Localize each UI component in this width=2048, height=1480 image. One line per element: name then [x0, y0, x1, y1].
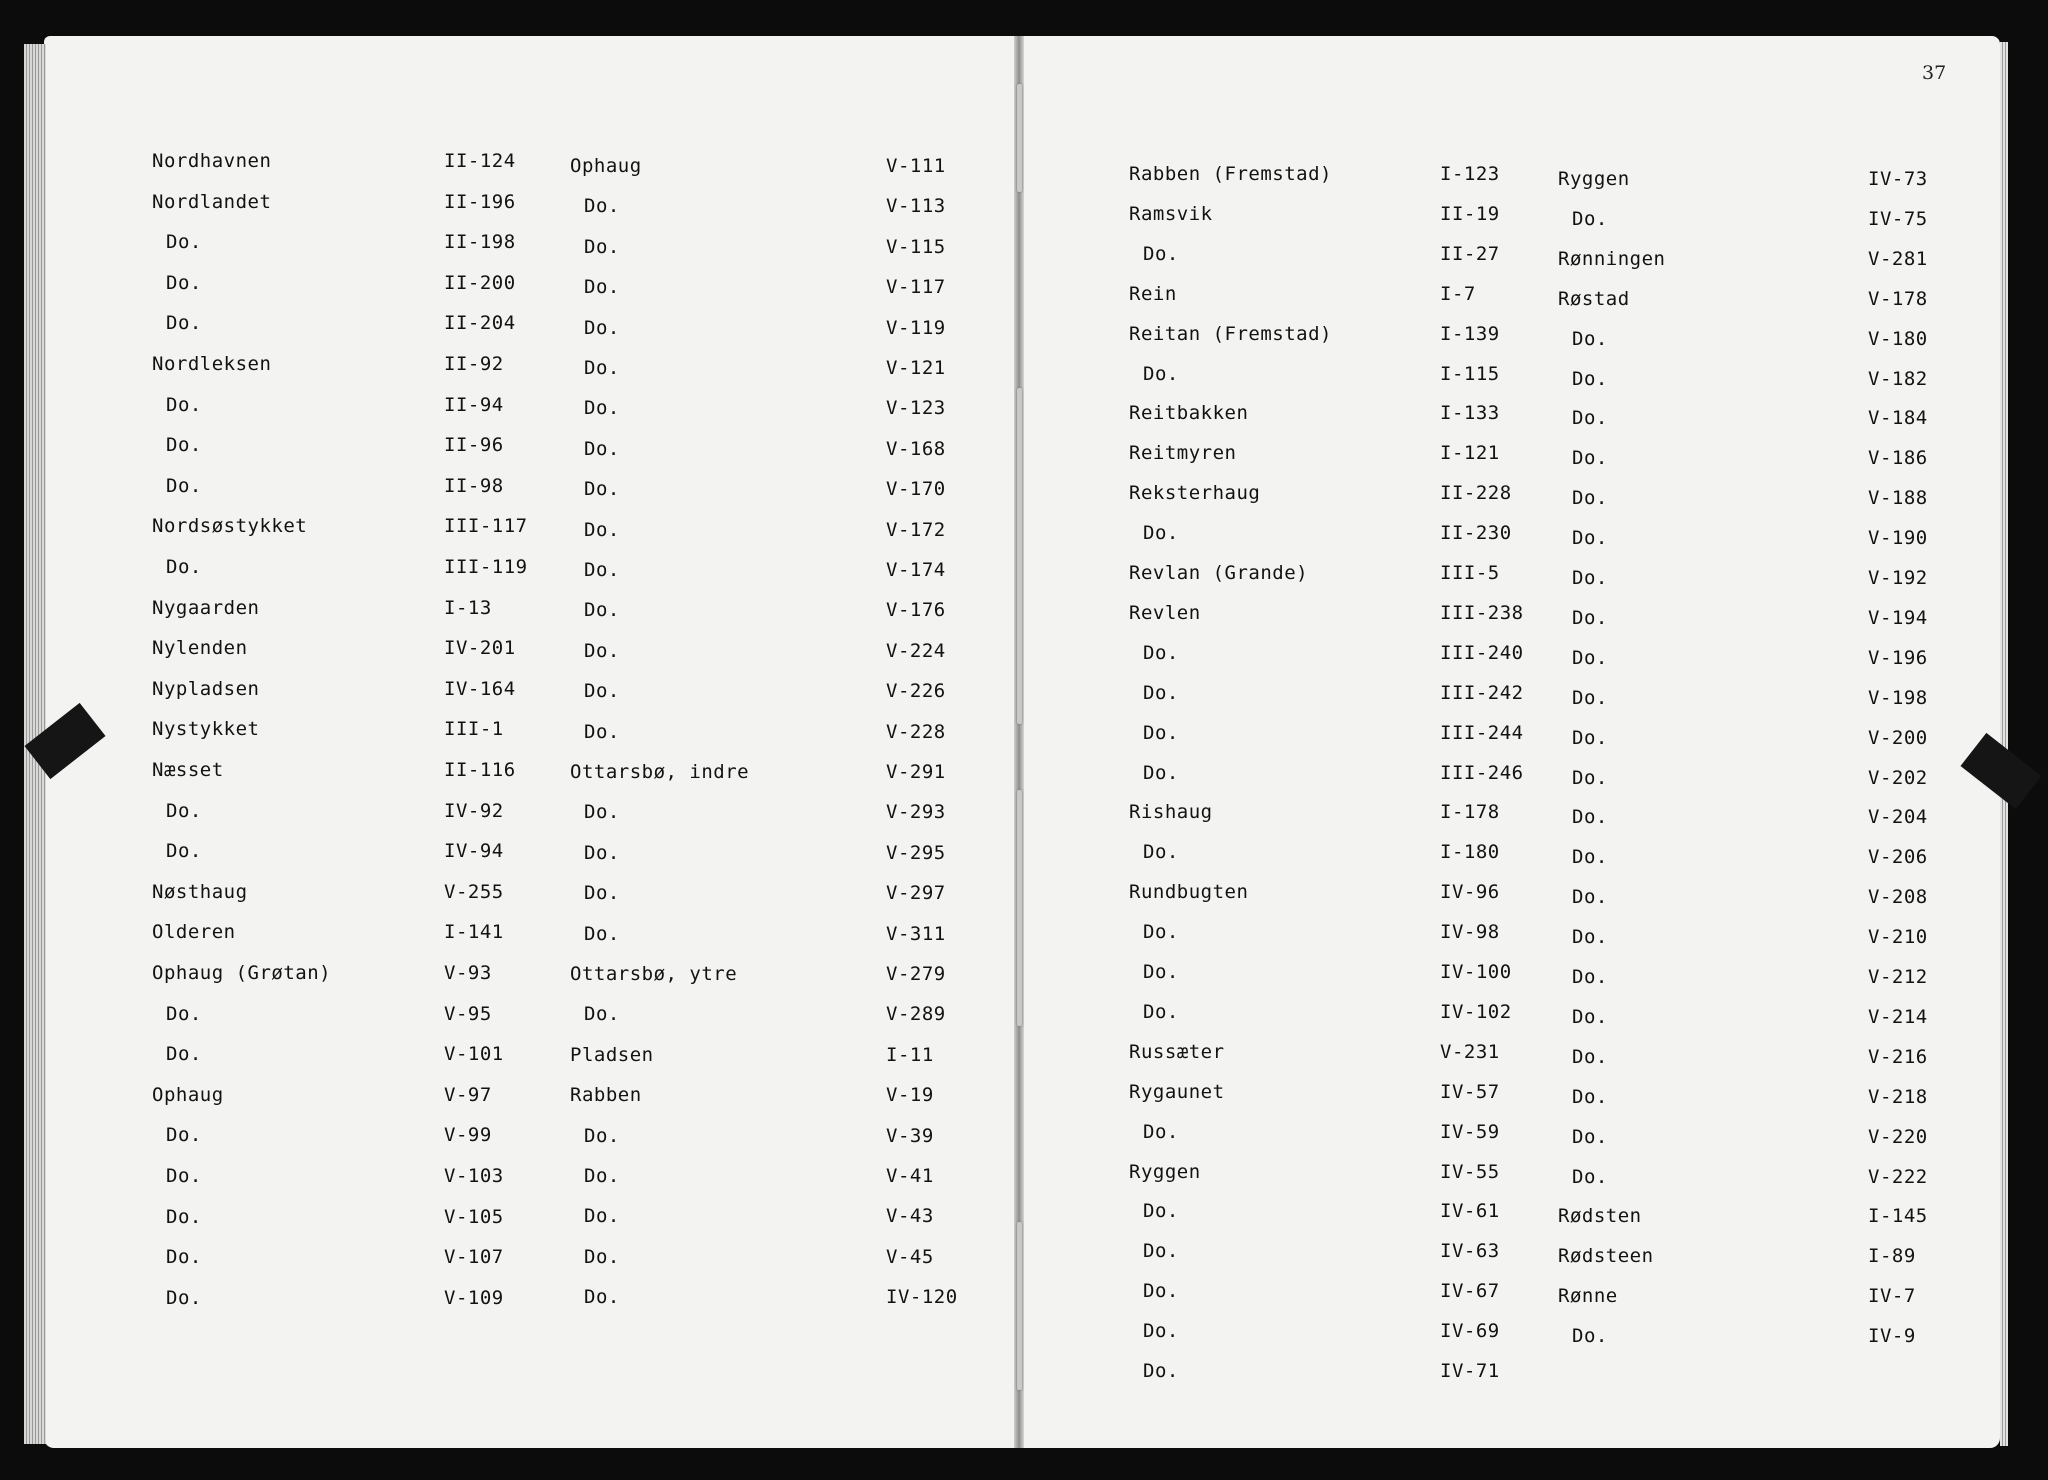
page-number: 37: [1922, 62, 1947, 84]
place-name: Do.: [166, 312, 202, 334]
reference-number: V-176: [886, 599, 946, 621]
place-name: Do.: [1572, 806, 1608, 828]
place-name: Do.: [584, 640, 620, 662]
place-name: Do.: [584, 1165, 620, 1187]
place-name: Do.: [166, 1246, 202, 1268]
place-name: Rein: [1129, 283, 1177, 305]
place-name: Do.: [166, 1003, 202, 1025]
reference-number: II-228: [1440, 482, 1512, 504]
place-name: Do.: [166, 1124, 202, 1146]
place-name: Do.: [1143, 1320, 1179, 1342]
reference-number: V-121: [886, 357, 946, 379]
place-name: Do.: [584, 397, 620, 419]
reference-number: V-105: [444, 1206, 504, 1228]
place-name: Do.: [166, 1287, 202, 1309]
reference-number: V-255: [444, 881, 504, 903]
place-name: Do.: [584, 317, 620, 339]
reference-number: IV-201: [444, 637, 516, 659]
place-name: Do.: [1572, 368, 1608, 390]
reference-number: V-208: [1868, 886, 1928, 908]
reference-number: I-178: [1440, 801, 1500, 823]
reference-number: II-116: [444, 759, 516, 781]
place-name: Nystykket: [152, 718, 260, 740]
place-name: Rødsten: [1558, 1205, 1642, 1227]
place-name: Do.: [584, 842, 620, 864]
reference-number: V-279: [886, 963, 946, 985]
place-name: Do.: [1143, 1240, 1179, 1262]
place-name: Do.: [1572, 1325, 1608, 1347]
reference-number: V-231: [1440, 1041, 1500, 1063]
place-name: Do.: [1572, 567, 1608, 589]
place-name: Do.: [1572, 1166, 1608, 1188]
reference-number: III-119: [444, 556, 528, 578]
reference-number: V-204: [1868, 806, 1928, 828]
place-name: Do.: [1572, 926, 1608, 948]
place-name: Revlan (Grande): [1129, 562, 1309, 584]
place-name: Do.: [1143, 841, 1179, 863]
reference-number: V-101: [444, 1043, 504, 1065]
reference-number: IV-102: [1440, 1001, 1512, 1023]
reference-number: V-97: [444, 1084, 492, 1106]
place-name: Ophaug: [570, 155, 642, 177]
reference-number: II-19: [1440, 203, 1500, 225]
reference-number: V-186: [1868, 447, 1928, 469]
reference-number: IV-59: [1440, 1121, 1500, 1143]
reference-number: III-117: [444, 515, 528, 537]
place-name: Do.: [584, 276, 620, 298]
place-name: Do.: [1572, 687, 1608, 709]
reference-number: V-119: [886, 317, 946, 339]
reference-number: III-1: [444, 718, 504, 740]
binding-stitch: [1017, 84, 1022, 192]
reference-number: V-188: [1868, 487, 1928, 509]
place-name: Do.: [1572, 1006, 1608, 1028]
reference-number: V-95: [444, 1003, 492, 1025]
reference-number: V-123: [886, 397, 946, 419]
reference-number: II-96: [444, 434, 504, 456]
reference-number: V-200: [1868, 727, 1928, 749]
reference-number: V-103: [444, 1165, 504, 1187]
reference-number: V-289: [886, 1003, 946, 1025]
place-name: Do.: [584, 680, 620, 702]
binding-stitch: [1017, 790, 1022, 1026]
reference-number: IV-69: [1440, 1320, 1500, 1342]
reference-number: I-180: [1440, 841, 1500, 863]
reference-number: V-111: [886, 155, 946, 177]
place-name: Reitan (Fremstad): [1129, 323, 1332, 345]
reference-number: V-184: [1868, 407, 1928, 429]
reference-number: I-121: [1440, 442, 1500, 464]
place-name: Do.: [1143, 921, 1179, 943]
reference-number: V-45: [886, 1246, 934, 1268]
binding-stitch: [1017, 388, 1022, 724]
place-name: Do.: [584, 1286, 620, 1308]
reference-number: III-240: [1440, 642, 1524, 664]
place-name: Ophaug (Grøtan): [152, 962, 332, 984]
place-name: Ryggen: [1558, 168, 1630, 190]
reference-number: V-182: [1868, 368, 1928, 390]
place-name: Do.: [166, 231, 202, 253]
reference-number: II-98: [444, 475, 504, 497]
place-name: Do.: [166, 1206, 202, 1228]
reference-number: IV-92: [444, 800, 504, 822]
place-name: Do.: [1572, 647, 1608, 669]
place-name: Do.: [1143, 1121, 1179, 1143]
reference-number: IV-94: [444, 840, 504, 862]
reference-number: V-180: [1868, 328, 1928, 350]
reference-number: V-170: [886, 478, 946, 500]
place-name: Rønningen: [1558, 248, 1666, 270]
place-name: Reitbakken: [1129, 402, 1249, 424]
reference-number: II-230: [1440, 522, 1512, 544]
reference-number: II-200: [444, 272, 516, 294]
reference-number: I-145: [1868, 1205, 1928, 1227]
reference-number: IV-73: [1868, 168, 1928, 190]
place-name: Do.: [1143, 642, 1179, 664]
place-name: Do.: [1143, 682, 1179, 704]
place-name: Do.: [1572, 1086, 1608, 1108]
binding-stitch: [1017, 1222, 1022, 1390]
reference-number: V-172: [886, 519, 946, 541]
reference-number: V-218: [1868, 1086, 1928, 1108]
reference-number: I-89: [1868, 1245, 1916, 1267]
reference-number: V-99: [444, 1124, 492, 1146]
place-name: Nylenden: [152, 637, 248, 659]
reference-number: V-168: [886, 438, 946, 460]
place-name: Røstad: [1558, 288, 1630, 310]
reference-number: I-13: [444, 597, 492, 619]
reference-number: V-202: [1868, 767, 1928, 789]
place-name: Do.: [1572, 966, 1608, 988]
place-name: Rabben (Fremstad): [1129, 163, 1332, 185]
reference-number: I-7: [1440, 283, 1476, 305]
reference-number: III-242: [1440, 682, 1524, 704]
place-name: Do.: [1143, 722, 1179, 744]
reference-number: II-124: [444, 150, 516, 172]
reference-number: III-238: [1440, 602, 1524, 624]
place-name: Næsset: [152, 759, 224, 781]
reference-number: III-5: [1440, 562, 1500, 584]
place-name: Nygaarden: [152, 597, 260, 619]
place-name: Nøsthaug: [152, 881, 248, 903]
reference-number: V-293: [886, 801, 946, 823]
place-name: Do.: [166, 394, 202, 416]
reference-number: V-178: [1868, 288, 1928, 310]
place-name: Do.: [1143, 243, 1179, 265]
place-name: Do.: [584, 519, 620, 541]
place-name: Do.: [584, 801, 620, 823]
place-name: Do.: [584, 1003, 620, 1025]
reference-number: II-204: [444, 312, 516, 334]
reference-number: V-93: [444, 962, 492, 984]
place-name: Rishaug: [1129, 801, 1213, 823]
place-name: Do.: [166, 556, 202, 578]
place-name: Do.: [1143, 522, 1179, 544]
place-name: Do.: [1143, 1360, 1179, 1382]
reference-number: II-196: [444, 191, 516, 213]
place-name: Do.: [166, 434, 202, 456]
reference-number: V-117: [886, 276, 946, 298]
place-name: Do.: [584, 923, 620, 945]
reference-number: V-196: [1868, 647, 1928, 669]
place-name: Rabben: [570, 1084, 642, 1106]
place-name: Do.: [1143, 1280, 1179, 1302]
place-name: Do.: [1572, 487, 1608, 509]
reference-number: II-27: [1440, 243, 1500, 265]
reference-number: IV-100: [1440, 961, 1512, 983]
place-name: Do.: [1572, 1126, 1608, 1148]
place-name: Do.: [584, 1125, 620, 1147]
reference-number: IV-164: [444, 678, 516, 700]
reference-number: V-297: [886, 882, 946, 904]
reference-number: V-291: [886, 761, 946, 783]
place-name: Reitmyren: [1129, 442, 1237, 464]
reference-number: I-123: [1440, 163, 1500, 185]
place-name: Nordhavnen: [152, 150, 272, 172]
place-name: Do.: [1572, 208, 1608, 230]
reference-number: V-39: [886, 1125, 934, 1147]
place-name: Do.: [1143, 1200, 1179, 1222]
place-name: Do.: [166, 1043, 202, 1065]
place-name: Do.: [584, 882, 620, 904]
reference-number: IV-120: [886, 1286, 958, 1308]
place-name: Do.: [166, 800, 202, 822]
reference-number: V-311: [886, 923, 946, 945]
reference-number: V-113: [886, 195, 946, 217]
reference-number: IV-98: [1440, 921, 1500, 943]
reference-number: IV-71: [1440, 1360, 1500, 1382]
reference-number: V-295: [886, 842, 946, 864]
place-name: Do.: [166, 840, 202, 862]
reference-number: V-192: [1868, 567, 1928, 589]
reference-number: V-212: [1868, 966, 1928, 988]
place-name: Do.: [584, 721, 620, 743]
place-name: Reksterhaug: [1129, 482, 1261, 504]
place-name: Rygaunet: [1129, 1081, 1225, 1103]
reference-number: V-107: [444, 1246, 504, 1268]
reference-number: IV-61: [1440, 1200, 1500, 1222]
reference-number: V-19: [886, 1084, 934, 1106]
reference-number: I-115: [1440, 363, 1500, 385]
place-name: Do.: [1572, 447, 1608, 469]
place-name: Nordsøstykket: [152, 515, 308, 537]
place-name: Nordlandet: [152, 191, 272, 213]
reference-number: V-43: [886, 1205, 934, 1227]
reference-number: V-228: [886, 721, 946, 743]
reference-number: V-115: [886, 236, 946, 258]
place-name: Do.: [166, 272, 202, 294]
place-name: Olderen: [152, 921, 236, 943]
place-name: Revlen: [1129, 602, 1201, 624]
place-name: Do.: [1572, 767, 1608, 789]
place-name: Do.: [166, 475, 202, 497]
reference-number: IV-96: [1440, 881, 1500, 903]
reference-number: V-214: [1868, 1006, 1928, 1028]
place-name: Ophaug: [152, 1084, 224, 1106]
place-name: Do.: [584, 559, 620, 581]
reference-number: III-244: [1440, 722, 1524, 744]
reference-number: V-216: [1868, 1046, 1928, 1068]
place-name: Do.: [1572, 1046, 1608, 1068]
place-name: Nypladsen: [152, 678, 260, 700]
reference-number: V-41: [886, 1165, 934, 1187]
place-name: Do.: [1572, 886, 1608, 908]
place-name: Pladsen: [570, 1044, 654, 1066]
place-name: Do.: [584, 599, 620, 621]
reference-number: V-220: [1868, 1126, 1928, 1148]
reference-number: I-133: [1440, 402, 1500, 424]
place-name: Ottarsbø, indre: [570, 761, 750, 783]
reference-number: V-210: [1868, 926, 1928, 948]
place-name: Do.: [584, 1205, 620, 1227]
reference-number: II-92: [444, 353, 504, 375]
reference-number: I-11: [886, 1044, 934, 1066]
reference-number: I-139: [1440, 323, 1500, 345]
reference-number: V-222: [1868, 1166, 1928, 1188]
place-name: Ramsvik: [1129, 203, 1213, 225]
reference-number: IV-55: [1440, 1161, 1500, 1183]
reference-number: V-206: [1868, 846, 1928, 868]
place-name: Do.: [1143, 762, 1179, 784]
reference-number: IV-9: [1868, 1325, 1916, 1347]
reference-number: V-224: [886, 640, 946, 662]
place-name: Do.: [1572, 527, 1608, 549]
place-name: Do.: [166, 1165, 202, 1187]
place-name: Ryggen: [1129, 1161, 1201, 1183]
place-name: Ottarsbø, ytre: [570, 963, 738, 985]
place-name: Do.: [1572, 328, 1608, 350]
place-name: Do.: [1572, 407, 1608, 429]
reference-number: II-198: [444, 231, 516, 253]
place-name: Nordleksen: [152, 353, 272, 375]
place-name: Do.: [1143, 1001, 1179, 1023]
place-name: Do.: [584, 236, 620, 258]
place-name: Do.: [584, 195, 620, 217]
place-name: Do.: [1572, 727, 1608, 749]
place-name: Do.: [1572, 607, 1608, 629]
reference-number: IV-57: [1440, 1081, 1500, 1103]
reference-number: V-198: [1868, 687, 1928, 709]
reference-number: IV-63: [1440, 1240, 1500, 1262]
place-name: Do.: [1143, 363, 1179, 385]
place-name: Rundbugten: [1129, 881, 1249, 903]
reference-number: V-109: [444, 1287, 504, 1309]
place-name: Rødsteen: [1558, 1245, 1654, 1267]
place-name: Do.: [584, 478, 620, 500]
reference-number: V-226: [886, 680, 946, 702]
reference-number: II-94: [444, 394, 504, 416]
reference-number: III-246: [1440, 762, 1524, 784]
reference-number: I-141: [444, 921, 504, 943]
reference-number: IV-67: [1440, 1280, 1500, 1302]
reference-number: IV-7: [1868, 1285, 1916, 1307]
reference-number: V-281: [1868, 248, 1928, 270]
place-name: Do.: [584, 1246, 620, 1268]
reference-number: V-174: [886, 559, 946, 581]
reference-number: IV-75: [1868, 208, 1928, 230]
place-name: Do.: [1572, 846, 1608, 868]
place-name: Do.: [584, 438, 620, 460]
reference-number: V-190: [1868, 527, 1928, 549]
reference-number: V-194: [1868, 607, 1928, 629]
place-name: Do.: [584, 357, 620, 379]
place-name: Russæter: [1129, 1041, 1225, 1063]
place-name: Do.: [1143, 961, 1179, 983]
place-name: Rønne: [1558, 1285, 1618, 1307]
